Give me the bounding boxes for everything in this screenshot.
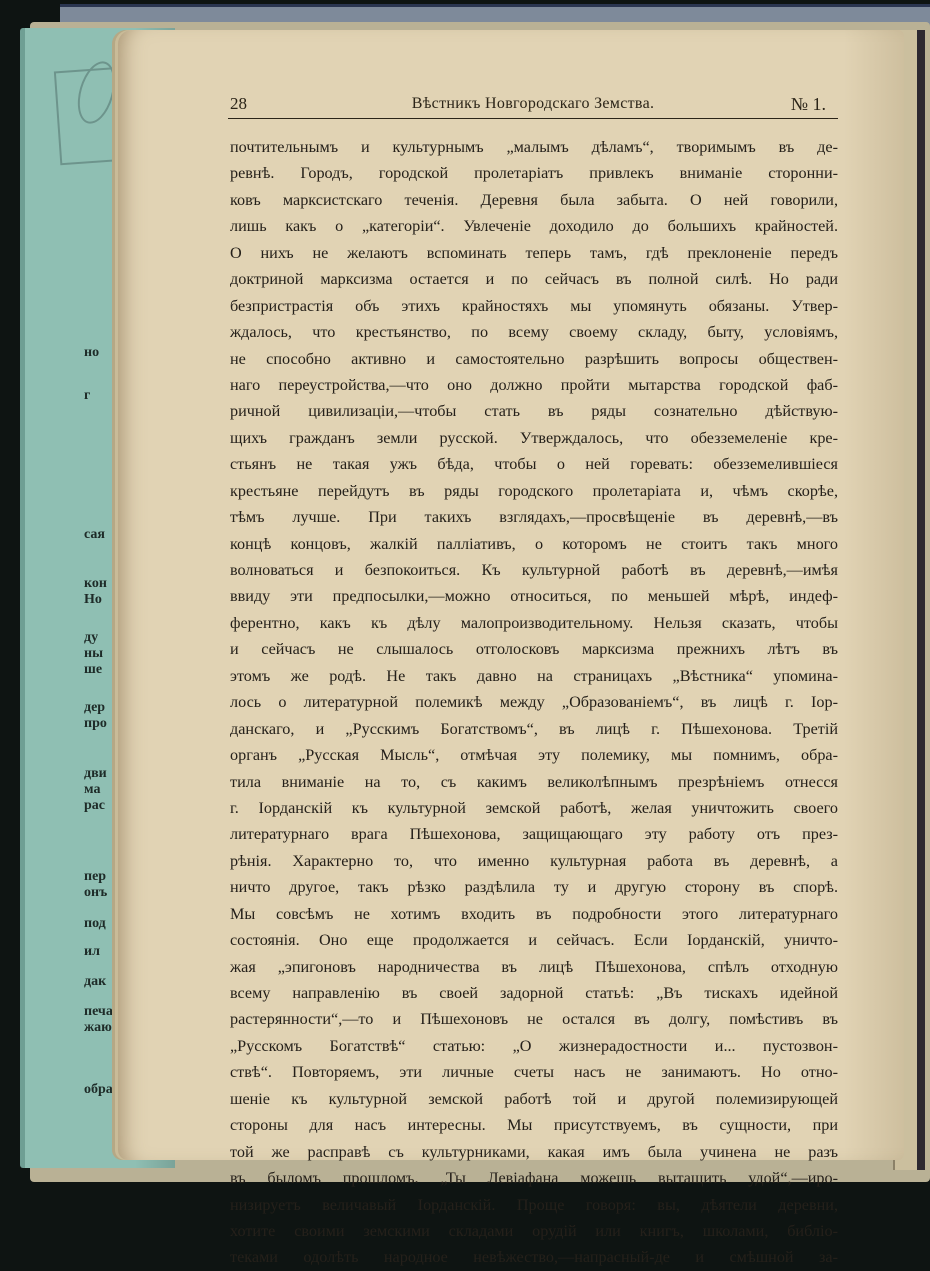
text-line: литературнаго врага Пѣшехонова, защищающаго эту работу отъ през- <box>230 825 838 844</box>
text-line: растерянности“,—то и Пѣшехоновъ не остался въ долгу, помѣстивъ въ <box>230 1010 838 1029</box>
text-line: хотите своими земскими складами орудій или книгъ, школами, библіо- <box>230 1221 838 1240</box>
text-line: безпристрастія объ этихъ крайностяхъ мы упомянуть обязаны. Утвер- <box>230 296 838 315</box>
cover-text-fragment: дер <box>84 700 106 715</box>
text-line: тила вниманіе на то, съ какимъ великолѣпнымъ презрѣніемъ отнесся <box>230 772 838 791</box>
cover-text-fragment: ше <box>84 662 103 677</box>
text-line: концѣ концовъ, жалкій палліативъ, о которомъ не стоитъ такъ много <box>230 534 838 553</box>
text-line: всему направленію въ своей задорной статьѣ: „Въ тискахъ идейной <box>230 984 838 1002</box>
text-line: Мы совсѣмъ не хотимъ входить въ подробности этого литературнаго <box>230 904 838 923</box>
text-line: г. Іорданскій къ культурной земской работѣ, желая уничтожить своего <box>230 798 838 817</box>
text-line: почтительнымъ и культурнымъ „малымъ дѣламъ“, творимымъ въ де- <box>230 138 838 156</box>
cover-text-fragment: ду <box>84 630 99 645</box>
page-number: 28 <box>230 94 247 113</box>
cover-text-fragment: онъ <box>84 885 108 900</box>
page-header <box>228 94 838 119</box>
text-line: жая „эпигоновъ народничества въ лицѣ Пѣшехонова, спѣлъ отходную <box>230 957 838 976</box>
text-line: въ быломъ прошломъ. „Ты Левіафана можешь вытащить удой“,—иро- <box>230 1169 838 1188</box>
text-line: „Русскомъ Богатствѣ“ статью: „О жизнерадостности и... пустозвон- <box>230 1036 838 1055</box>
text-line: ждалось, что крестьянство, по всему своему складу, быту, условіямъ, <box>230 323 838 342</box>
cover-text-fragment: обра <box>84 1082 113 1097</box>
text-line: ричной цивилизаціи,—чтобы стать въ ряды сознательно дѣйствую- <box>230 402 838 421</box>
body-text <box>230 134 838 1271</box>
text-line: рѣнія. Характерно то, что именно культурная работа въ деревнѣ, а <box>230 851 838 870</box>
text-line: ферентно, какъ къ дѣлу малопроизводительному. Нельзя сказать, чтобы <box>230 613 838 632</box>
text-line: тѣмъ лучше. При такихъ взглядахъ,—просвѣщеніе въ деревнѣ,—въ <box>230 508 838 527</box>
text-line: О нихъ не желаютъ вспоминать теперь тамъ, гдѣ преклоненіе передъ <box>230 243 838 262</box>
cover-text-fragment: жаю <box>84 1020 112 1035</box>
cover-text-fragment: сая <box>84 527 105 542</box>
cover-text-fragment: ил <box>84 944 100 959</box>
cover-text-fragment: дви <box>84 766 107 781</box>
text-line: крестьяне перейдутъ въ ряды городского пролетаріата и, чѣмъ скорѣе, <box>230 481 838 500</box>
cover-text-fragment: ны <box>84 646 103 661</box>
text-line: теками одолѣть народное невѣжество,—напрасный-де и смѣшной за- <box>230 1248 838 1267</box>
text-line: органъ „Русская Мысль“, отмѣчая эту полемику, мы помнимъ, обра- <box>230 746 838 765</box>
cover-text-fragment: ма <box>84 782 101 797</box>
text-line: шеніе къ культурной земской работѣ той и другой полемизирующей <box>230 1089 838 1108</box>
text-line: волноваться и безпокоиться. Къ культурной работѣ въ деревнѣ,—имѣя <box>230 561 838 579</box>
cover-text-fragment: пер <box>84 869 107 884</box>
cover-text-fragment: дак <box>84 974 107 989</box>
cover-text-fragment: под <box>84 916 106 931</box>
text-line: и сейчасъ не слышалось отголосковъ марксизма прежнихъ лѣтъ въ <box>230 640 838 659</box>
text-line: той же расправѣ съ культурниками, какая имъ была учинена не разъ <box>230 1142 838 1161</box>
cover-text-fragment: но <box>84 345 100 360</box>
text-line: ствѣ“. Повторяемъ, эти личные счеты насъ не занимаютъ. Но отно- <box>230 1063 838 1082</box>
text-line: не способно активно и самостоятельно разрѣшить вопросы обществен- <box>230 349 838 368</box>
text-line: ревнѣ. Городъ, городской пролетаріатъ привлекъ вниманіе сторонни- <box>230 164 838 183</box>
running-title: Вѣстникъ Новгородскаго Земства. <box>411 95 655 112</box>
text-line: стьянъ не такая ужъ бѣда, чтобы о ней горевать: обезземелившіеся <box>230 455 838 474</box>
text-line: доктриной марксизма остается и по сейчасъ въ полной силѣ. Но ради <box>230 270 838 289</box>
text-line: лось о литературной полемикѣ между „Образованіемъ“, въ лицѣ г. Іор- <box>230 693 838 712</box>
text-line: данскаго, и „Русскимъ Богатствомъ“, въ лицѣ г. Пѣшехонова. Третій <box>230 719 838 738</box>
cover-text-fragment: про <box>84 716 107 731</box>
text-line: лишь какъ о „категоріи“. Увлеченіе доходило до большихъ крайностей. <box>230 217 838 236</box>
issue-number: № 1. <box>790 94 826 114</box>
cover-text-fragment: Но <box>84 592 102 607</box>
cover-text-fragment: кон <box>84 576 107 591</box>
text-line: наго переустройства,—что оно должно пройти мытарства городской фаб- <box>230 375 838 394</box>
text-line: ковъ марксистскаго теченія. Деревня была забыта. О ней говорили, <box>230 190 838 209</box>
text-line: ввиду эти предпосылки,—можно относиться, по меньшей мѣрѣ, индеф- <box>230 587 838 606</box>
cover-text-fragment: г <box>84 388 91 403</box>
cover-text-fragment: рас <box>84 798 105 813</box>
text-line: ничто другое, такъ рѣзко раздѣлила ту и другую сторону въ спорѣ. <box>230 878 838 897</box>
cover-text-fragment: печа <box>84 1004 113 1019</box>
text-line: низируетъ величавый Іорданскій. Проще говоря: вы, дѣятели деревни, <box>230 1195 838 1214</box>
text-line: состоянія. Оно еще продолжается и сейчасъ. Если Іорданскій, уничто- <box>230 931 838 950</box>
text-line: щихъ гражданъ земли русской. Утверждалось, что обезземеленіе кре- <box>230 428 838 447</box>
text-line: стороны для насъ интересны. Мы присутствуемъ, въ сущности, при <box>230 1116 838 1135</box>
text-line: этомъ же родѣ. Не такъ давно на страницахъ „Вѣстника“ упомина- <box>230 666 838 685</box>
